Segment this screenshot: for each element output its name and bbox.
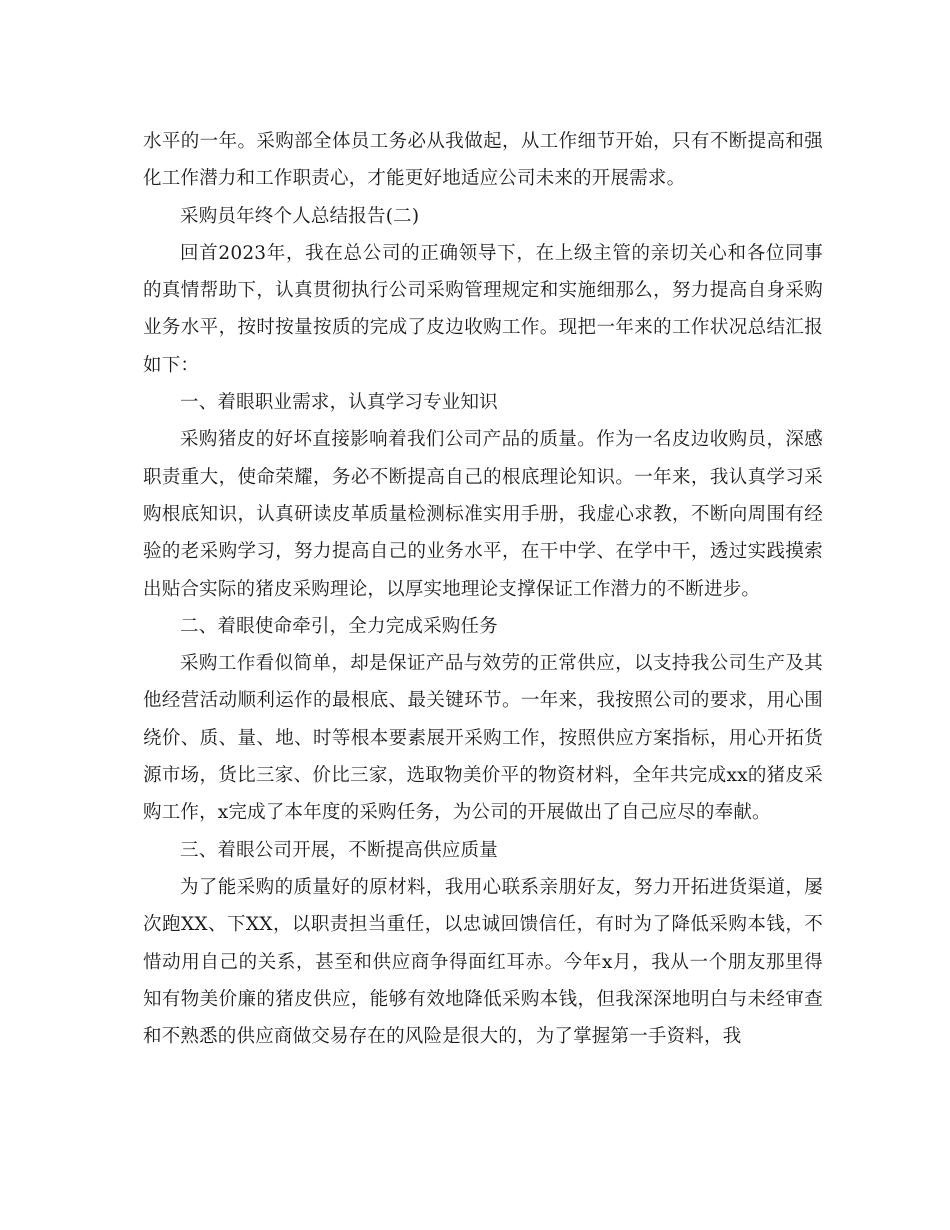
paragraph-quality: 为了能采购的质量好的原材料，我用心联系亲朋好友，努力开拓进货渠道，屡次跑XX、下XX，以职责担当重任，以忠诚回馈信任，有时为了降低采购本钱，不惜动用自己的关系，甚至和供应商争得面红耳赤。今年x月，我从一个朋友那里得知有物美价廉的猪皮供应，能够有效地降低采购本钱，但我深深地明白与未经审查和不熟悉的供应商做交易存在的风险是很大的，为了掌握第一手资料，我 [143,876,823,1048]
paragraph-learning: 采购猪皮的好坏直接影响着我们公司产品的质量。作为一名皮边收购员，深感职责重大，使命荣耀，务必不断提高自己的根底理论知识。一年来，我认真学习采购根底知识，认真研读皮革质量检测标准实用手册，我虚心求教，不断向周围有经验的老采购学习，努力提高自己的业务水平，在干中学、在学中干，透过实践摸索出贴合实际的猪皮采购理论，以厚实地理论支撑保证工作潜力的不断进步。 [143,429,823,600]
heading-three: 三、着眼公司开展，不断提高供应质量 [180,839,498,861]
heading-two: 二、着眼使命牵引，全力完成采购任务 [180,615,498,637]
section-title: 采购员年终个人总结报告(二) [180,205,420,227]
paragraph-procurement: 采购工作看似简单，却是保证产品与效劳的正常供应，以支持我公司生产及其他经营活动顺利运作的最根底、最关键环节。一年来，我按照公司的要求，用心围绕价、质、量、地、时等根本要素展开采购工作，按照供应方案指标，用心开拓货源市场，货比三家、价比三家，选取物美价平的物资材料，全年共完成xx的猪皮采购工作，x完成了本年度的采购任务，为公司的开展做出了自己应尽的奉献。 [143,653,823,824]
heading-one: 一、着眼职业需求，认真学习专业知识 [180,392,498,414]
paragraph-intro: 回首2023年，我在总公司的正确领导下，在上级主管的亲切关心和各位同事的真情帮助下，认真贯彻执行公司采购管理规定和实施细那么，努力提高自身采购业务水平，按时按量按质的完成了皮边收购工作。现把一年来的工作状况总结汇报如下： [143,242,823,376]
document-body [143,123,823,1055]
paragraph-continuation: 水平的一年。采购部全体员工务必从我做起，从工作细节开始，只有不断提高和强化工作潜力和工作职责心，才能更好地适应公司未来的开展需求。 [143,131,823,190]
